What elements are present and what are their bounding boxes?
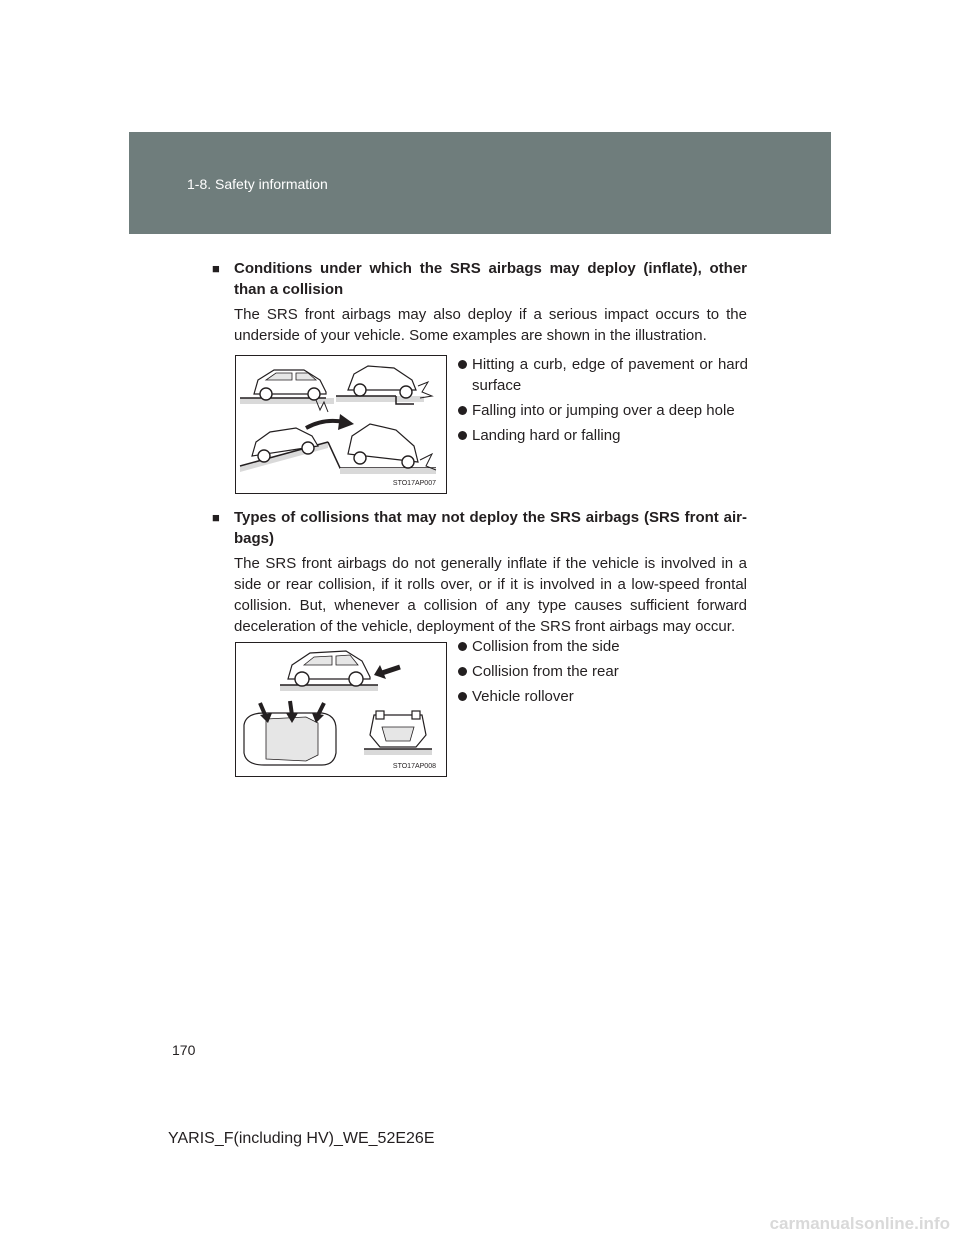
- bullet-dot-icon: [458, 406, 467, 415]
- watermark: carmanualsonline.info: [769, 1214, 950, 1233]
- list-item: Collision from the rear: [458, 661, 748, 682]
- page-number: 170: [172, 1042, 196, 1058]
- bullet-dot-icon: [458, 667, 467, 676]
- figure-1: [235, 355, 447, 494]
- illustration-curb-hole-landing: [236, 356, 446, 493]
- square-bullet-icon: ■: [212, 510, 220, 525]
- bullet-dot-icon: [458, 692, 467, 701]
- figure-code-2: STO17AP008: [392, 763, 436, 770]
- header-band: [129, 132, 831, 234]
- bullet-list-1: [458, 354, 748, 450]
- bullet-list-2: [458, 636, 748, 711]
- list-item: Falling into or jumping over a deep hole: [458, 400, 748, 421]
- bullet-dot-icon: [458, 431, 467, 440]
- section-body-2: The SRS front airbags do not generally inflate if the vehicle is involved in a side or rear collision, if it rolls over, or if it is involved in a low-speed frontal collision. But, whenever a collision of any type causes sufficient forward deceleration of the vehicle, deployment of the SRS front airbags may occur.: [234, 555, 747, 635]
- document-code: YARIS_F(including HV)_WE_52E26E: [168, 1130, 435, 1147]
- list-item: Collision from the side: [458, 636, 748, 657]
- section-heading-1: ■ Conditions under which the SRS airbags may deploy (inflate), other than a collision: [212, 260, 747, 298]
- figure-code-1: STO17AP007: [392, 480, 436, 487]
- bullet-dot-icon: [458, 360, 467, 369]
- figure-2: [235, 642, 447, 777]
- list-item: Landing hard or falling: [458, 425, 748, 446]
- list-item: Hitting a curb, edge of pavement or hard surface: [458, 354, 748, 396]
- illustration-side-rear-rollover: [236, 643, 446, 776]
- bullet-dot-icon: [458, 642, 467, 651]
- section-body-1: The SRS front airbags may also deploy if a serious impact occurs to the underside of your vehicle. Some examples are shown in the illustration.: [234, 306, 747, 344]
- section-title: 1-8. Safety information: [187, 176, 328, 192]
- square-bullet-icon: ■: [212, 261, 220, 276]
- list-item: Vehicle rollover: [458, 686, 748, 707]
- section-heading-2: ■ Types of collisions that may not deploy the SRS airbags (SRS front air-bags): [212, 509, 747, 547]
